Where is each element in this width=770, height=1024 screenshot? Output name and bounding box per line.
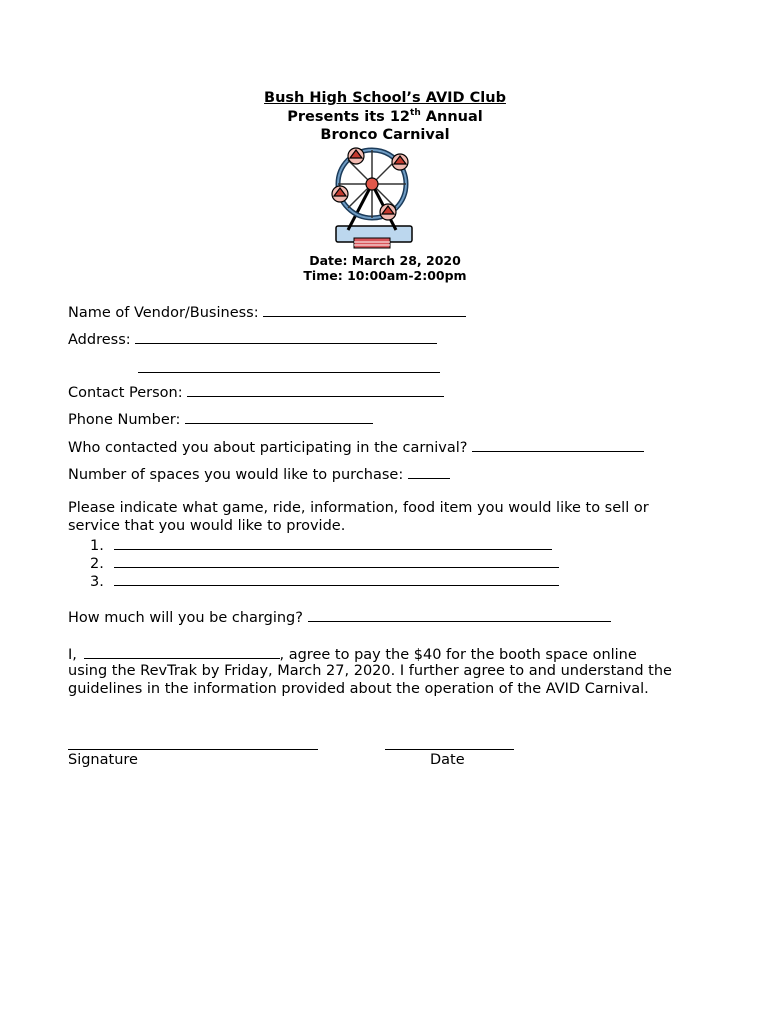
address-field-line2[interactable] xyxy=(138,372,440,373)
vendor-name-field[interactable] xyxy=(263,302,466,317)
date-line[interactable] xyxy=(385,749,514,750)
event-title: Bronco Carnival xyxy=(320,127,450,143)
phone-row xyxy=(68,409,373,428)
phone-field[interactable] xyxy=(185,409,373,424)
event-time: Time: 10:00am-2:00pm xyxy=(303,268,467,283)
agreement-name-field[interactable] xyxy=(84,644,280,659)
charging-field[interactable] xyxy=(308,607,611,622)
date-label: Date xyxy=(430,752,465,768)
who-contacted-field[interactable] xyxy=(472,437,644,452)
agreement-text: using the RevTrak by Friday, March 27, 2020. I further agree to and understand the guidelines in the information provided about the operation of the AVID Carnival. xyxy=(68,663,672,697)
contact-person-row xyxy=(68,382,444,401)
spaces-label: Number of spaces you would like to purchase: xyxy=(68,467,404,483)
item-number: 3. xyxy=(90,574,104,590)
charging-label: How much will you be charging? xyxy=(68,610,303,626)
presents-line xyxy=(0,109,770,125)
contact-person-field[interactable] xyxy=(187,382,444,397)
indicate-instructions: Please indicate what game, ride, information, food item you would like to sell or service that you would like to provide. xyxy=(68,500,649,534)
vendor-name-row xyxy=(68,302,466,321)
ferris-wheel-icon xyxy=(326,142,421,252)
who-contacted-label: Who contacted you about participating in the carnival? xyxy=(68,440,468,456)
item-field-1[interactable] xyxy=(114,535,552,550)
contact-person-label: Contact Person: xyxy=(68,385,183,401)
vendor-name-label: Name of Vendor/Business: xyxy=(68,305,259,321)
charging-row xyxy=(68,607,611,626)
ordinal-suffix: th xyxy=(410,108,421,119)
item-row-2 xyxy=(90,553,559,572)
item-number: 1. xyxy=(90,538,104,554)
address-field-line1[interactable] xyxy=(135,329,437,344)
agreement-pre: I, xyxy=(68,647,77,663)
presents-text: Presents its 12 xyxy=(287,109,411,125)
item-field-2[interactable] xyxy=(114,553,559,568)
phone-label: Phone Number: xyxy=(68,412,181,428)
who-contacted-row xyxy=(68,437,644,456)
item-field-3[interactable] xyxy=(114,571,559,586)
spaces-row xyxy=(68,464,450,483)
item-row-1 xyxy=(90,535,552,554)
agreement-first-line xyxy=(68,644,637,663)
item-number: 2. xyxy=(90,556,104,572)
annual-text: Annual xyxy=(420,109,483,125)
address-row xyxy=(68,329,437,348)
address-label: Address: xyxy=(68,332,131,348)
event-date: Date: March 28, 2020 xyxy=(309,253,461,268)
signature-label: Signature xyxy=(68,752,138,768)
item-row-3 xyxy=(90,571,559,590)
signature-line[interactable] xyxy=(68,749,318,750)
club-title: Bush High School’s AVID Club xyxy=(264,90,506,106)
spaces-field[interactable] xyxy=(408,464,450,479)
agreement-post: , agree to pay the $40 for the booth space online xyxy=(279,647,637,663)
